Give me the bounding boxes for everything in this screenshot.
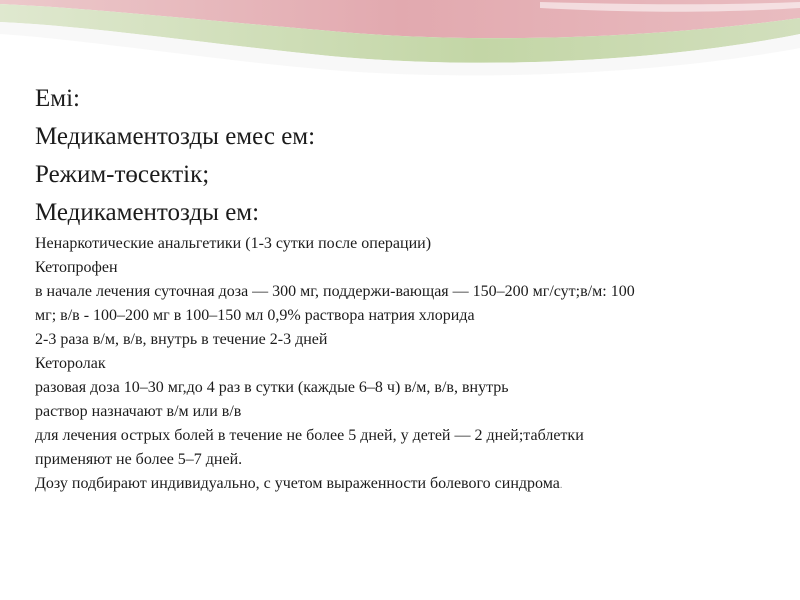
line-ketorolac: Кеторолак — [35, 355, 106, 372]
line-ketorolac-duration-2: применяют не более 5–7 дней. — [35, 451, 243, 468]
heading-drug-treatment: Медикаментозды ем: — [35, 199, 260, 226]
line-ketoprofen: Кетопрофен — [35, 259, 118, 276]
line-ketoprofen-frequency: 2-3 раза в/м, в/в, внутрь в течение 2-3 дней — [35, 331, 328, 348]
line-ketorolac-duration-1: для лечения острых болей в течение не более 5 дней, у детей — 2 дней;таблетки — [35, 427, 584, 444]
drug-details — [35, 232, 795, 498]
line-dose-selection — [35, 472, 795, 498]
heading-non-drug-treatment: Медикаментозды емес ем: — [35, 123, 316, 150]
line-ketorolac-dose: разовая доза 10–30 мг,до 4 раз в сутки (каждые 6–8 ч) в/м, в/в, внутрь — [35, 379, 509, 396]
line-ketoprofen-dose-1: в начале лечения суточная доза — 300 мг, поддержи-вающая — 150–200 мг/сут;в/м: 100 — [35, 283, 635, 300]
line-ketorolac-solution: раствор назначают в/м или в/в — [35, 403, 242, 420]
slide-content — [35, 80, 795, 498]
heading-regime: Режим-төсектік; — [35, 161, 210, 188]
header-wave-decoration — [0, 0, 800, 80]
dose-selection-text: Дозу подбирают индивидуально, с учетом выраженности болевого синдрома — [35, 475, 560, 492]
line-analgesics: Ненаркотические анальгетики (1-3 сутки после операции) — [35, 235, 432, 252]
line-ketoprofen-dose-2: мг; в/в - 100–200 мг в 100–150 мл 0,9% раствора натрия хлорида — [35, 307, 475, 324]
heading-emi: Емі: — [35, 85, 80, 112]
trailing-mark: . — [559, 480, 563, 491]
